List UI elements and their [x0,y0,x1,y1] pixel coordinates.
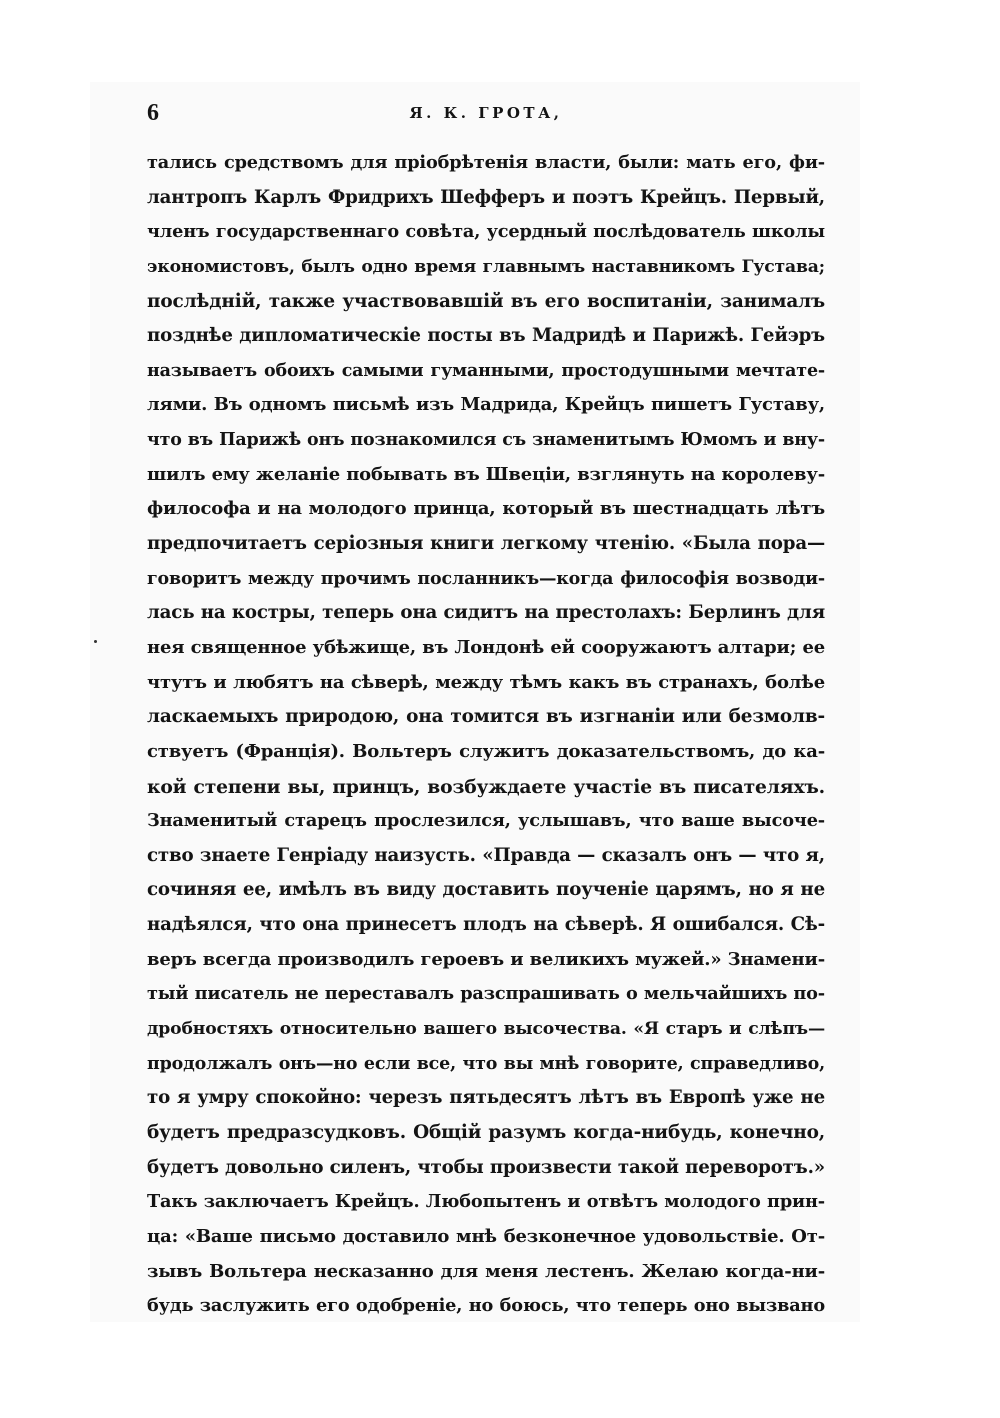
text-line: будетъ довольно силенъ, чтобы произвести такой переворотъ.» [147,1156,825,1178]
text-line: зывъ Вольтера несказанно для меня лестенъ. Желаю когда-ни- [147,1260,825,1282]
text-line: дробностяхъ относительно вашего высочества. «Я старъ и слѣпъ— [147,1019,825,1040]
text-line: лантропъ Карлъ Фридрихъ Шефферъ и поэтъ Крейцъ. Первый, [147,186,825,208]
text-line: членъ государственнаго совѣта, усердный послѣдователь школы [147,221,825,243]
text-line: нея священное убѣжище, въ Лондонѣ ей сооружаютъ алтари; ее [147,636,825,658]
text-line: говоритъ между прочимъ посланникъ—когда философія возводи- [147,568,825,589]
text-line: экономистовъ, былъ одно время главнымъ наставникомъ Густава; [147,256,825,277]
text-line: ствуетъ (Франція). Вольтеръ служитъ доказательствомъ, до ка- [147,740,825,762]
text-line: ца: «Ваше письмо доставило мнѣ безконечное удовольствіе. От- [147,1225,825,1247]
running-head [147,96,825,130]
text-line: ласкаемыхъ природою, она томится въ изгнаніи или безмолв- [147,706,825,728]
text-line: продолжалъ онъ—но если все, что вы мнѣ говорите, справедливо, [147,1053,825,1074]
text-line: называетъ обоихъ самыми гуманными, простодушными мечтате- [147,360,825,381]
text-line: шилъ ему желаніе побывать въ Швеціи, взглянуть на королеву- [147,463,825,485]
text-line: философа и на молодого принца, который въ шестнадцать лѣтъ [147,498,825,520]
text-line: послѣдній, также участвовавшій въ его воспитаніи, занималъ [147,290,825,312]
text-line: чтутъ и любятъ на сѣверѣ, между тѣмъ какъ въ странахъ, болѣе [147,671,825,693]
text-line: что въ Парижѣ онъ познакомился съ знаменитымъ Юмомъ и вну- [147,430,825,451]
text-line: то я умру спокойно: черезъ пятьдесятъ лѣтъ въ Европѣ уже не [147,1087,825,1109]
text-line: Знаменитый старецъ прослезился, услышавъ, что ваше высоче- [147,810,825,832]
text-line: будь заслужить его одобреніе, но боюсь, что теперь оно вызвано [147,1295,825,1317]
running-title: Я. К. ГРОТА, [409,104,563,122]
text-line: надѣялся, что она принесетъ плодъ на сѣверѣ. Я ошибался. Сѣ- [147,914,825,936]
text-line: тались средствомъ для пріобрѣтенія власти, были: мать его, фи- [147,152,825,173]
text-line: ство знаете Генріаду наизусть. «Правда — сказалъ онъ — что я, [147,844,825,866]
text-line: лась на костры, теперь она сидитъ на престолахъ: Берлинъ для [147,602,825,624]
print-speck [94,640,97,643]
text-line: Такъ заключаетъ Крейцъ. Любопытенъ и отвѣтъ молодого прин- [147,1191,825,1213]
text-line: предпочитаетъ серіозныя книги легкому чтенію. «Была пора— [147,533,825,555]
text-line: кой степени вы, принцъ, возбуждаете участіе въ писателяхъ. [147,775,825,798]
text-line: веръ всегда производилъ героевъ и великихъ мужей.» Знамени- [147,948,825,970]
text-line: тый писатель не переставалъ разспрашивать о мельчайшихъ по- [147,983,825,1005]
body-text [147,146,825,1324]
text-line: позднѣе дипломатическіе посты въ Мадридѣ и Парижѣ. Гейэръ [147,325,825,347]
text-line: лями. Въ одномъ письмѣ изъ Мадрида, Крейцъ пишетъ Густаву, [147,394,825,416]
text-line: сочиняя ее, имѣлъ въ виду доставить поученіе царямъ, но я не [147,879,825,901]
page-number: 6 [147,100,159,126]
text-line: будетъ предразсудковъ. Общій разумъ когда-нибудь, конечно, [147,1121,825,1143]
